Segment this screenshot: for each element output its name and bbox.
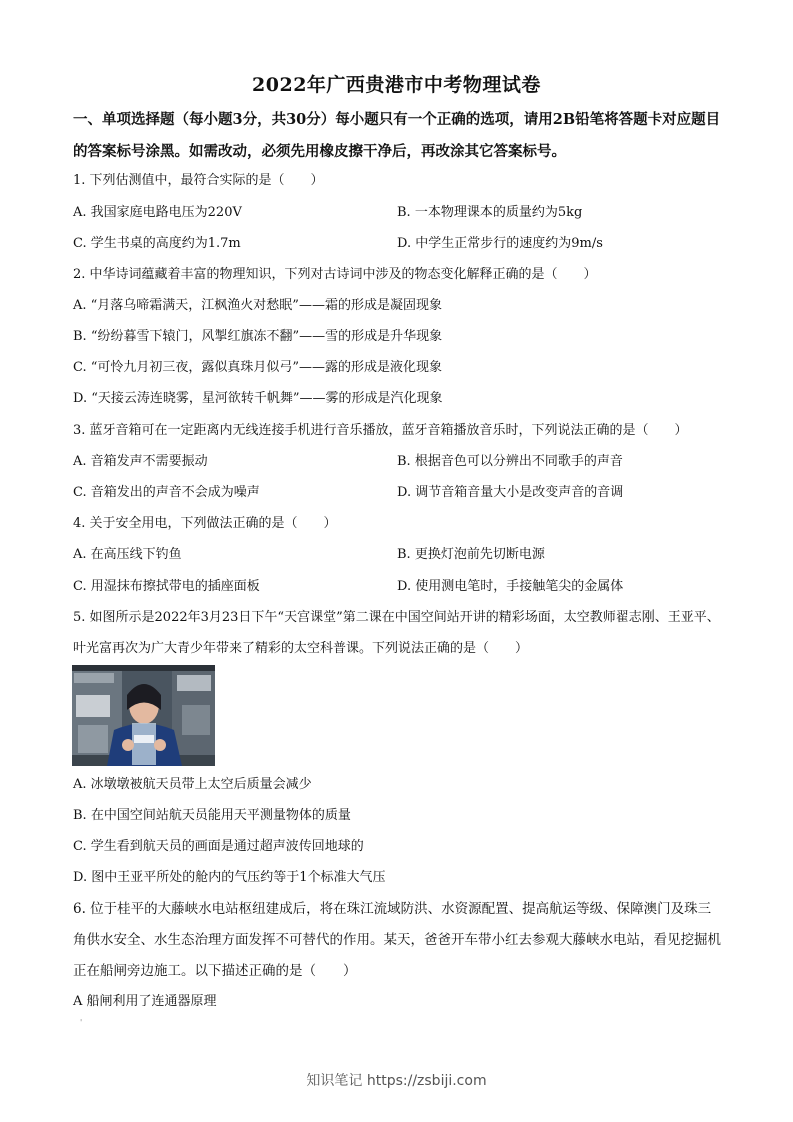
question-5-option-b: B. 在中国空间站航天员能用天平测量物体的质量 [73, 808, 351, 823]
question-3-stem: 3. 蓝牙音箱可在一定距离内无线连接手机进行音乐播放，蓝牙音箱播放音乐时，下列说法正确的是（ ） [73, 423, 688, 438]
section-instructions: 一、单项选择题（每小题3分，共30分）每小题只有一个正确的选项，请用2B铅笔将答题卡对应题目的答案标号涂黑。如需改动，必须先用橡皮擦干净后，再改涂其它答案标号。 [73, 111, 721, 160]
question-4-option-d: D. 使用测电笔时，手接触笔尖的金属体 [397, 579, 624, 594]
question-6-stem: 6. 位于桂平的大藤峡水电站枢纽建成后，将在珠江流域防洪、水资源配置、提高航运等级、保障澳门及珠三角供水安全、水生态治理方面发挥不可替代的作用。某天，爸爸开车带小红去参观大藤峡水电站，看见挖掘机正在船闸旁边施工。以下描述正确的是（ ） [73, 901, 721, 979]
astronaut-image [72, 665, 215, 766]
question-2-stem: 2. 中华诗词蕴藏着丰富的物理知识，下列对古诗词中涉及的物态变化解释正确的是（ ） [73, 267, 597, 282]
question-3-option-b: B. 根据音色可以分辨出不同歌手的声音 [397, 454, 623, 469]
question-1-stem: 1. 下列估测值中，最符合实际的是（ ） [73, 173, 324, 188]
question-1-option-d: D. 中学生正常步行的速度约为9m/s [397, 236, 603, 251]
question-3-option-d: D. 调节音箱音量大小是改变声音的音调 [397, 485, 624, 500]
question-4-option-b: B. 更换灯泡前先切断电源 [397, 547, 545, 562]
footer-watermark: 知识笔记 https://zsbiji.com [306, 1073, 487, 1089]
question-2-option-b: B. “纷纷暮雪下辕门，风掣红旗冻不翻”——雪的形成是升华现象 [73, 329, 443, 344]
question-3-option-a: A. 音箱发声不需要振动 [73, 454, 208, 469]
question-2-option-c: C. “可怜九月初三夜，露似真珠月似弓”——露的形成是液化现象 [73, 360, 443, 375]
question-1-option-b: B. 一本物理课本的质量约为5kg [397, 205, 583, 220]
question-6-option-a: A 船闸利用了连通器原理 [73, 994, 217, 1009]
question-1-option-a: A. 我国家庭电路电压为220V [73, 205, 242, 220]
question-3-option-c: C. 音箱发出的声音不会成为噪声 [73, 485, 260, 500]
page-title: 2022年广西贵港市中考物理试卷 [252, 74, 541, 96]
question-1-option-c: C. 学生书桌的高度约为1.7m [73, 236, 241, 251]
question-5-option-c: C. 学生看到航天员的画面是通过超声波传回地球的 [73, 839, 364, 854]
scan-mark: ' [80, 1018, 83, 1027]
question-5-option-a: A. 冰墩墩被航天员带上太空后质量会减少 [73, 777, 312, 792]
question-4-stem: 4. 关于安全用电，下列做法正确的是（ ） [73, 516, 337, 531]
question-4-option-a: A. 在高压线下钓鱼 [73, 547, 182, 562]
question-2-option-d: D. “天接云涛连晓雾，星河欲转千帆舞”——雾的形成是汽化现象 [73, 391, 443, 406]
space-class-photo [72, 665, 215, 766]
question-5-option-d: D. 图中王亚平所处的舱内的气压约等于1个标准大气压 [73, 870, 386, 885]
question-5-stem: 5. 如图所示是2022年3月23日下午“天宫课堂”第二课在中国空间站开讲的精彩场面，太空教师翟志刚、王亚平、叶光富再次为广大青少年带来了精彩的太空科普课。下列说法正确的是（ ） [73, 610, 720, 656]
question-4-option-c: C. 用湿抹布擦拭带电的插座面板 [73, 579, 260, 594]
question-2-option-a: A. “月落乌啼霜满天，江枫渔火对愁眠”——霜的形成是凝固现象 [73, 298, 442, 313]
